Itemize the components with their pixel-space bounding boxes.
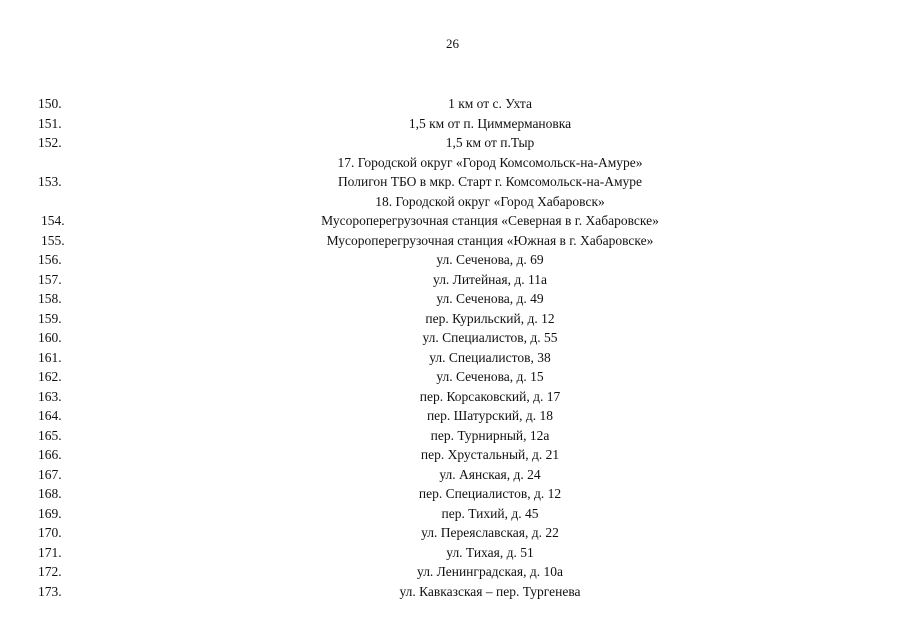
item-address: ул. Сеченова, д. 49 (436, 291, 544, 306)
item-number: 156. (38, 252, 62, 267)
list-item (0, 523, 905, 543)
address-list (0, 94, 905, 601)
item-number: 173. (38, 583, 62, 599)
item-number: 169. (38, 505, 62, 521)
list-item (0, 465, 905, 485)
list-item (0, 94, 905, 114)
item-number: 154. (41, 213, 65, 228)
item-number: 168. (38, 486, 62, 501)
list-item (0, 484, 905, 504)
item-number: 165. (38, 427, 62, 443)
list-item (0, 250, 905, 270)
item-address: ул. Специалистов, д. 55 (422, 330, 558, 345)
list-item (0, 582, 905, 602)
section-title: 17. Городской округ «Город Комсомольск-на-Амуре» (337, 154, 643, 170)
item-address: ул. Аянская, д. 24 (439, 466, 541, 482)
item-number: 152. (38, 135, 62, 150)
list-item (0, 289, 905, 309)
item-number: 162. (38, 369, 62, 384)
section-heading (0, 153, 905, 173)
item-number: 158. (38, 291, 62, 306)
item-number: 155. (41, 232, 65, 248)
item-address: пер. Курильский, д. 12 (425, 310, 555, 326)
list-item (0, 133, 905, 153)
item-number: 150. (38, 96, 62, 111)
item-number: 163. (38, 388, 62, 404)
item-number: 160. (38, 330, 62, 345)
list-item (0, 367, 905, 387)
list-item (0, 543, 905, 563)
list-item (0, 387, 905, 407)
item-number: 157. (38, 271, 62, 287)
item-address: Мусороперегрузочная станция «Северная в г. Хабаровске» (321, 213, 659, 228)
item-number: 164. (38, 408, 62, 423)
item-address: ул. Ленинградская, д. 10а (417, 564, 563, 579)
list-item (0, 211, 905, 231)
section-title: 18. Городской округ «Город Хабаровск» (375, 193, 605, 209)
item-address: ул. Сеченова, д. 69 (436, 252, 544, 267)
item-number: 159. (38, 310, 62, 326)
list-item (0, 231, 905, 251)
section-heading (0, 192, 905, 212)
list-item (0, 348, 905, 368)
item-address: пер. Хрустальный, д. 21 (420, 447, 560, 462)
list-item (0, 504, 905, 524)
item-address: 1 км от с. Ухта (448, 96, 532, 111)
list-item (0, 328, 905, 348)
list-item (0, 426, 905, 446)
item-address: Полигон ТБО в мкр. Старт г. Комсомольск-на-Амуре (337, 174, 643, 189)
list-item (0, 172, 905, 192)
item-address: ул. Специалистов, 38 (429, 349, 551, 365)
item-address: пер. Тихий, д. 45 (441, 505, 539, 521)
item-address: ул. Сеченова, д. 15 (436, 369, 544, 384)
list-item (0, 562, 905, 582)
page-number: 26 (446, 36, 459, 51)
item-number: 166. (38, 447, 62, 462)
item-address: ул. Переяславская, д. 22 (421, 525, 559, 540)
item-address: 1,5 км от п.Тыр (445, 135, 535, 150)
item-address: Мусороперегрузочная станция «Южная в г. Хабаровске» (326, 232, 654, 248)
item-address: ул. Тихая, д. 51 (446, 544, 534, 560)
item-address: пер. Корсаковский, д. 17 (419, 388, 561, 404)
list-item (0, 406, 905, 426)
item-address: 1,5 км от п. Циммермановка (408, 115, 572, 131)
item-number: 172. (38, 564, 62, 579)
list-item (0, 270, 905, 290)
item-number: 151. (38, 115, 62, 131)
item-address: пер. Турнирный, 12а (430, 427, 550, 443)
item-address: пер. Шатурский, д. 18 (426, 408, 554, 423)
item-address: пер. Специалистов, д. 12 (418, 486, 562, 501)
item-number: 153. (38, 174, 62, 189)
item-address: ул. Литейная, д. 11а (433, 271, 547, 287)
list-item (0, 309, 905, 329)
item-number: 171. (38, 544, 62, 560)
item-number: 170. (38, 525, 62, 540)
list-item (0, 114, 905, 134)
item-number: 167. (38, 466, 62, 482)
item-number: 161. (38, 349, 62, 365)
item-address: ул. Кавказская – пер. Тургенева (399, 583, 581, 599)
list-item (0, 445, 905, 465)
